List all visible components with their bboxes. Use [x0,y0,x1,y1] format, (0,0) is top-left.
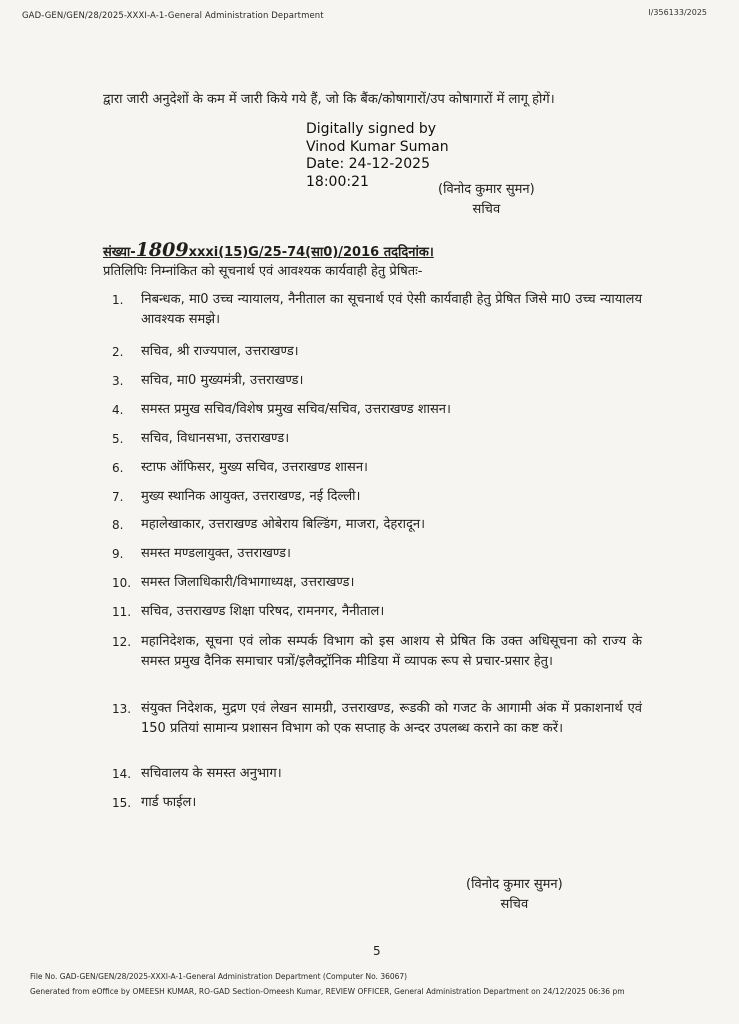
document-number: I/356133/2025 [648,8,707,17]
reference-number [103,239,434,261]
signature-line: Vinod Kumar Suman [306,138,449,155]
list-item-text: निबन्धक, मा0 उच्च न्यायालय, नैनीताल का सूचनार्थ एवं ऐसी कार्यवाही हेतु प्रेषित जिसे मा0 उच्च न्यायालय आवश्यक समझे। [141,292,642,327]
list-item-text: स्टाफ ऑफिसर, मुख्य सचिव, उत्तराखण्ड शासन। [141,460,368,475]
list-item-text: सचिवालय के समस्त अनुभाग। [141,766,282,781]
list-item [112,544,642,564]
list-item-number: 14. [112,767,132,781]
reference-suffix: xxxi(15)G/25-74(सा0)/2016 तददिनांक। [188,245,434,260]
intro-paragraph: द्वारा जारी अनुदेशों के कम में जारी किये गये हैं, जो कि बैंक/कोषागारों/उप कोषागारों में लागू होगें। [103,92,555,107]
signer-name: (विनोद कुमार सुमन) [466,877,563,892]
list-item-text: महानिदेशक, सूचना एवं लोक सम्पर्क विभाग को इस आशय से प्रेषित कि उक्त अधिसूचना को राज्य के समस्त प्रमुख दैनिक समाचार पत्रों/इलैक्ट्रॉनिक मीडिया में व्यापक रूप से प्रचार-प्रसार हेतु। [141,634,642,669]
list-item-text: मुख्य स्थानिक आयुक्त, उत्तराखण्ड, नई दिल्ली। [141,489,361,504]
list-item [112,290,642,330]
list-item [112,515,642,535]
footer-file-line: File No. GAD-GEN/GEN/28/2025-XXXI-A-1-General Administration Department (Computer No. 36067) [30,972,408,981]
list-item-number: 3. [112,374,124,388]
list-item-number: 6. [112,461,124,475]
signer-block-bottom [466,875,563,915]
list-item [112,764,642,784]
list-item-number: 11. [112,605,132,619]
list-item [112,429,642,449]
list-item [112,632,642,672]
list-item-text: समस्त मण्डलायुक्त, उत्तराखण्ड। [141,546,291,561]
signer-name: (विनोद कुमार सुमन) [438,182,535,197]
list-item-text: समस्त जिलाधिकारी/विभागाध्यक्ष, उत्तराखण्ड। [141,575,355,590]
list-item-number: 9. [112,547,124,561]
list-item [112,699,642,739]
list-item-text: संयुक्त निदेशक, मुद्रण एवं लेखन सामग्री, उत्तराखण्ड, रूडकी को गजट के आगामी अंक में प्रकाशनार्थ एवं 150 प्रतियां सामान्य प्रशासन विभाग को एक सप्ताह के अन्दर उपलब्ध कराने का कष्ट करें। [141,701,642,736]
list-item-number: 1. [112,293,124,307]
signature-line: Date: 24-12-2025 [306,156,430,172]
file-reference-header: GAD-GEN/GEN/28/2025-XXXI-A-1-General Administration Department [22,11,324,21]
list-item-text: सचिव, उत्तराखण्ड शिक्षा परिषद, रामनगर, नैनीताल। [141,604,385,619]
list-item-number: 4. [112,403,124,417]
list-item-text: सचिव, विधानसभा, उत्तराखण्ड। [141,431,290,446]
reference-prefix: संख्या- [103,245,136,260]
list-item [112,487,642,507]
list-item-number: 8. [112,518,124,532]
footer-generated-line: Generated from eOffice by OMEESH KUMAR, RO-GAD Section-Omeesh Kumar, REVIEW OFFICER, General Administration Department on 24/12/2025 06:36 pm [30,987,625,996]
list-item [112,602,642,622]
list-item-number: 10. [112,576,132,590]
list-item-text: सचिव, मा0 मुख्यमंत्री, उत्तराखण्ड। [141,373,304,388]
signer-designation: सचिव [500,897,529,912]
signer-block-top [438,180,535,220]
copy-to-heading: प्रतिलिपिः निम्नांकित को सूचनार्थ एवं आवश्यक कार्यवाही हेतु प्रेषितः- [103,264,423,279]
list-item-text: समस्त प्रमुख सचिव/विशेष प्रमुख सचिव/सचिव, उत्तराखण्ड शासन। [141,402,451,417]
list-item [112,400,642,420]
signature-line: Digitally signed by [306,121,437,137]
list-item-text: गार्ड फाईल। [141,795,197,810]
signature-line: 18:00:21 [306,173,369,190]
list-item [112,371,642,391]
list-item-text: सचिव, श्री राज्यपाल, उत्तराखण्ड। [141,344,299,359]
list-item [112,458,642,478]
list-item [112,793,642,813]
list-item-number: 13. [112,702,132,716]
signer-designation: सचिव [472,202,501,217]
list-item-number: 15. [112,796,132,810]
list-item-text: महालेखाकार, उत्तराखण्ड ओबेराय बिल्डिंग, माजरा, देहरादून। [141,517,426,532]
list-item-number: 7. [112,490,124,504]
list-item [112,573,642,593]
page-number: 5 [373,944,381,958]
list-item-number: 5. [112,432,124,446]
list-item [112,342,642,362]
reference-handwritten-number: 1809 [135,239,189,261]
list-item-number: 2. [112,345,124,359]
list-item-number: 12. [112,635,132,649]
digital-signature-block [306,121,449,191]
